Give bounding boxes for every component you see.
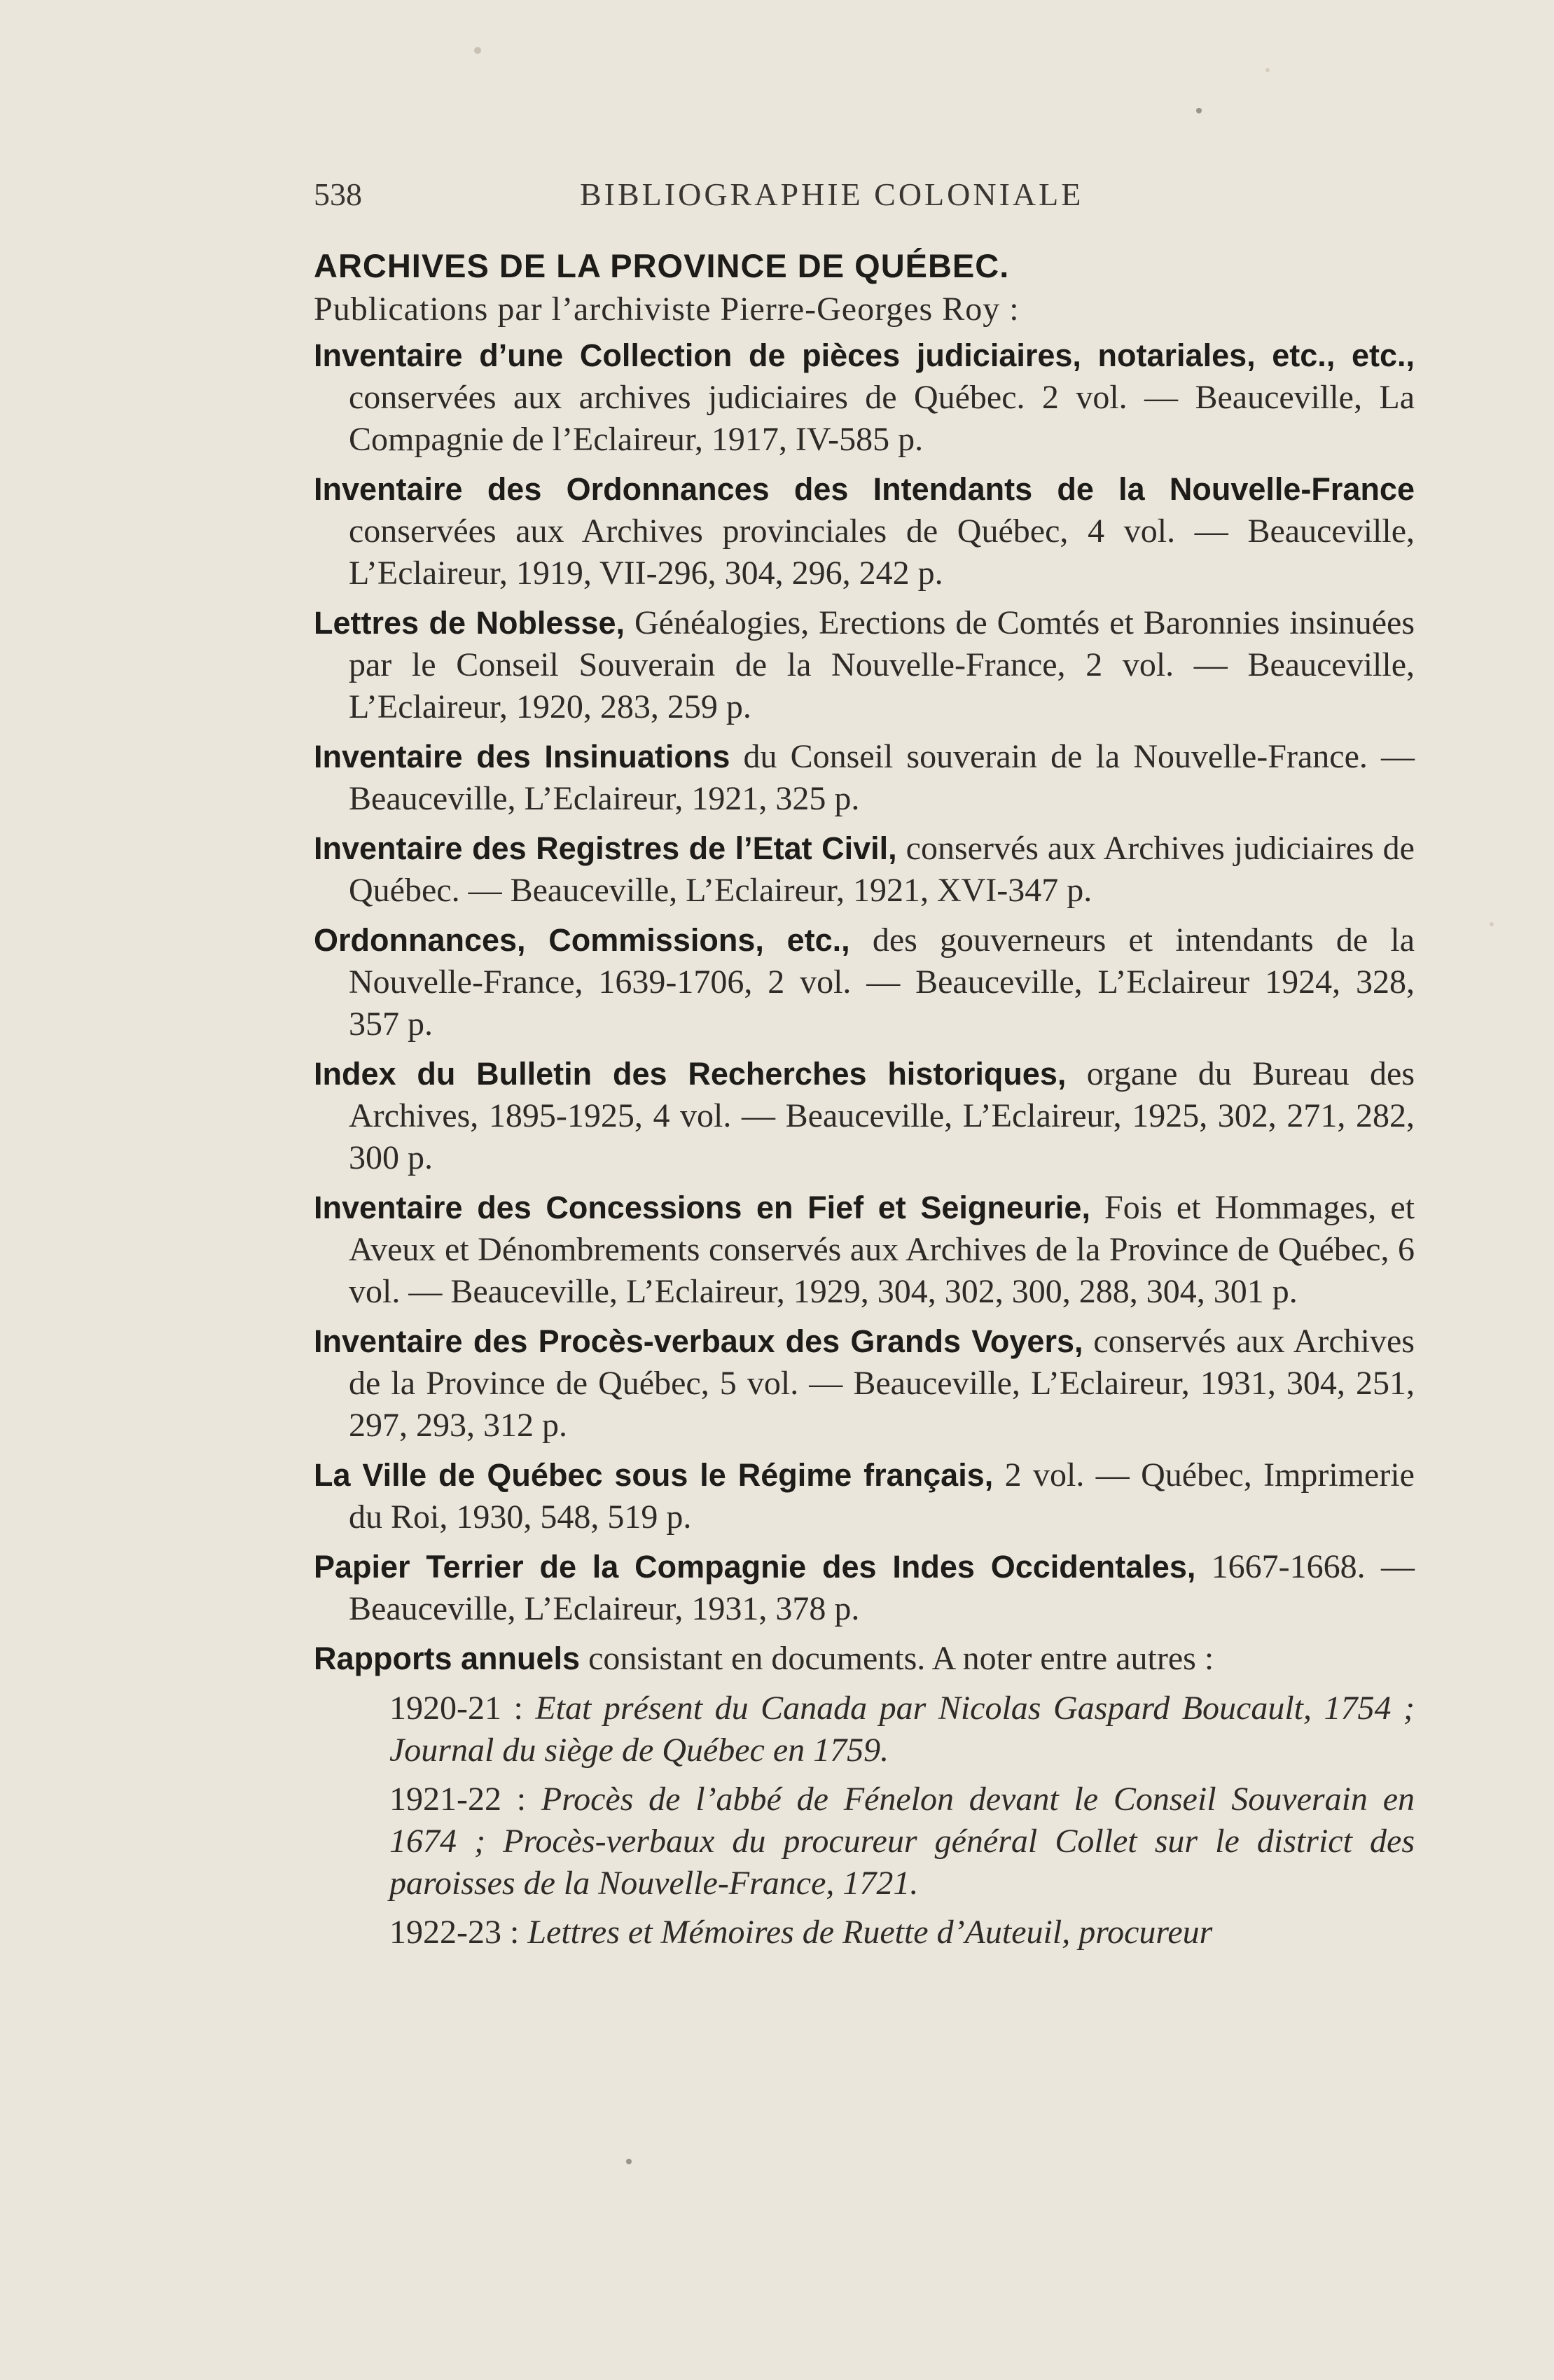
bibliography-entry [314, 919, 1415, 1045]
rapport-year: 1920-21 : [389, 1690, 523, 1727]
entry-title: Rapports annuels [314, 1641, 581, 1676]
entry-details: 1667-1668. — Beauceville, L’Eclaireur, 1931, 378 p. [349, 1548, 1415, 1627]
page-number: 538 [314, 176, 362, 212]
entry-details: conservées aux Archives provinciales de Québec, 4 vol. — Beauceville, L’Eclaireur, 1919, VII-296, 304, 296, 242 p. [349, 513, 1415, 592]
entry-title: Inventaire des Concessions en Fief et Seigneurie, [314, 1190, 1090, 1225]
entry-title: Lettres de Noblesse, [314, 605, 625, 641]
entry-details: conservées aux archives judiciaires de Québec. 2 vol. — Beauceville, La Compagnie de l’Eclaireur, 1917, IV-585 p. [349, 379, 1415, 458]
running-header [314, 174, 1415, 216]
speck [1265, 68, 1270, 72]
bibliography-entry [314, 736, 1415, 820]
bibliography-entry [314, 1053, 1415, 1179]
rapport-year: 1921-22 : [389, 1781, 527, 1818]
entry-details: des gouverneurs et intendants de la Nouvelle-France, 1639-1706, 2 vol. — Beauceville, L’Eclaireur 1924, 328, 357 p. [349, 921, 1415, 1043]
entry-title: La Ville de Québec sous le Régime français, [314, 1457, 994, 1493]
bibliography-body [314, 245, 1415, 1961]
speck [1490, 922, 1494, 926]
rapport-year: 1922-23 : [389, 1914, 520, 1951]
bibliography-entry [314, 602, 1415, 728]
entry-details: 2 vol. — Québec, Imprimerie du Roi, 1930, 548, 519 p. [349, 1456, 1415, 1536]
bibliography-entry [314, 468, 1415, 594]
section-title: ARCHIVES DE LA PROVINCE DE QUÉBEC. [314, 247, 1010, 284]
speck [626, 2159, 632, 2164]
rapport-text: Procès de l’abbé de Fénelon devant le Conseil Souverain en 1674 ; Procès-verbaux du procureur général Collet sur le district des paroisses de la Nouvelle-France, 1721. [389, 1781, 1415, 1902]
bibliography-entry [314, 335, 1415, 461]
rapport-item [314, 1912, 1415, 1954]
speck [1196, 108, 1202, 113]
bibliography-entry [314, 1187, 1415, 1313]
entry-details: conservés aux Archives de la Province de Québec, 5 vol. — Beauceville, L’Eclaireur, 1931, 304, 251, 297, 293, 312 p. [349, 1323, 1415, 1444]
bibliography-entry [314, 828, 1415, 912]
speck [474, 47, 481, 54]
rapport-item [314, 1687, 1415, 1772]
running-title: BIBLIOGRAPHIE COLONIALE [580, 176, 1084, 212]
rapport-text: Etat présent du Canada par Nicolas Gaspard Boucault, 1754 ; Journal du siège de Québec en 1759. [389, 1690, 1415, 1769]
entry-details: organe du Bureau des Archives, 1895-1925, 4 vol. — Beauceville, L’Eclaireur, 1925, 302, 271, 282, 300 p. [349, 1055, 1415, 1176]
entry-details: consistant en documents. A noter entre autres : [580, 1640, 1214, 1677]
bibliography-entry [314, 1454, 1415, 1538]
rapport-item [314, 1779, 1415, 1905]
entry-title: Inventaire des Ordonnances des Intendants de la Nouvelle-France [314, 471, 1415, 507]
entry-title: Ordonnances, Commissions, etc., [314, 922, 850, 958]
bibliography-entry [314, 1546, 1415, 1630]
rapport-text: Lettres et Mémoires de Ruette d’Auteuil, procureur [527, 1914, 1213, 1951]
entry-title: Papier Terrier de la Compagnie des Indes Occidentales, [314, 1549, 1196, 1585]
entry-title: Inventaire des Registres de l’Etat Civil, [314, 830, 897, 866]
entry-title: Inventaire des Insinuations [314, 739, 730, 774]
intro-line: Publications par l’archiviste Pierre-Georges Roy : [314, 291, 1020, 328]
entry-details: conservés aux Archives judiciaires de Québec. — Beauceville, L’Eclaireur, 1921, XVI-347 p. [349, 830, 1415, 909]
entry-details: du Conseil souverain de la Nouvelle-France. — Beauceville, L’Eclaireur, 1921, 325 p. [349, 738, 1415, 817]
entry-title: Index du Bulletin des Recherches historiques, [314, 1056, 1067, 1092]
entry-details: Fois et Hommages, et Aveux et Dénombrements conservés aux Archives de la Province de Québec, 6 vol. — Beauceville, L’Eclaireur, 1929, 304, 302, 300, 288, 304, 301 p. [349, 1189, 1415, 1310]
bibliography-entry [314, 1321, 1415, 1447]
entry-title: Inventaire des Procès-verbaux des Grands Voyers, [314, 1323, 1083, 1359]
bibliography-entry [314, 1638, 1415, 1680]
entry-details: Généalogies, Erections de Comtés et Baronnies insinuées par le Conseil Souverain de la Nouvelle-France, 2 vol. — Beauceville, L’Eclaireur, 1920, 283, 259 p. [349, 604, 1415, 725]
entry-title: Inventaire d’une Collection de pièces judiciaires, notariales, etc., etc., [314, 337, 1415, 373]
